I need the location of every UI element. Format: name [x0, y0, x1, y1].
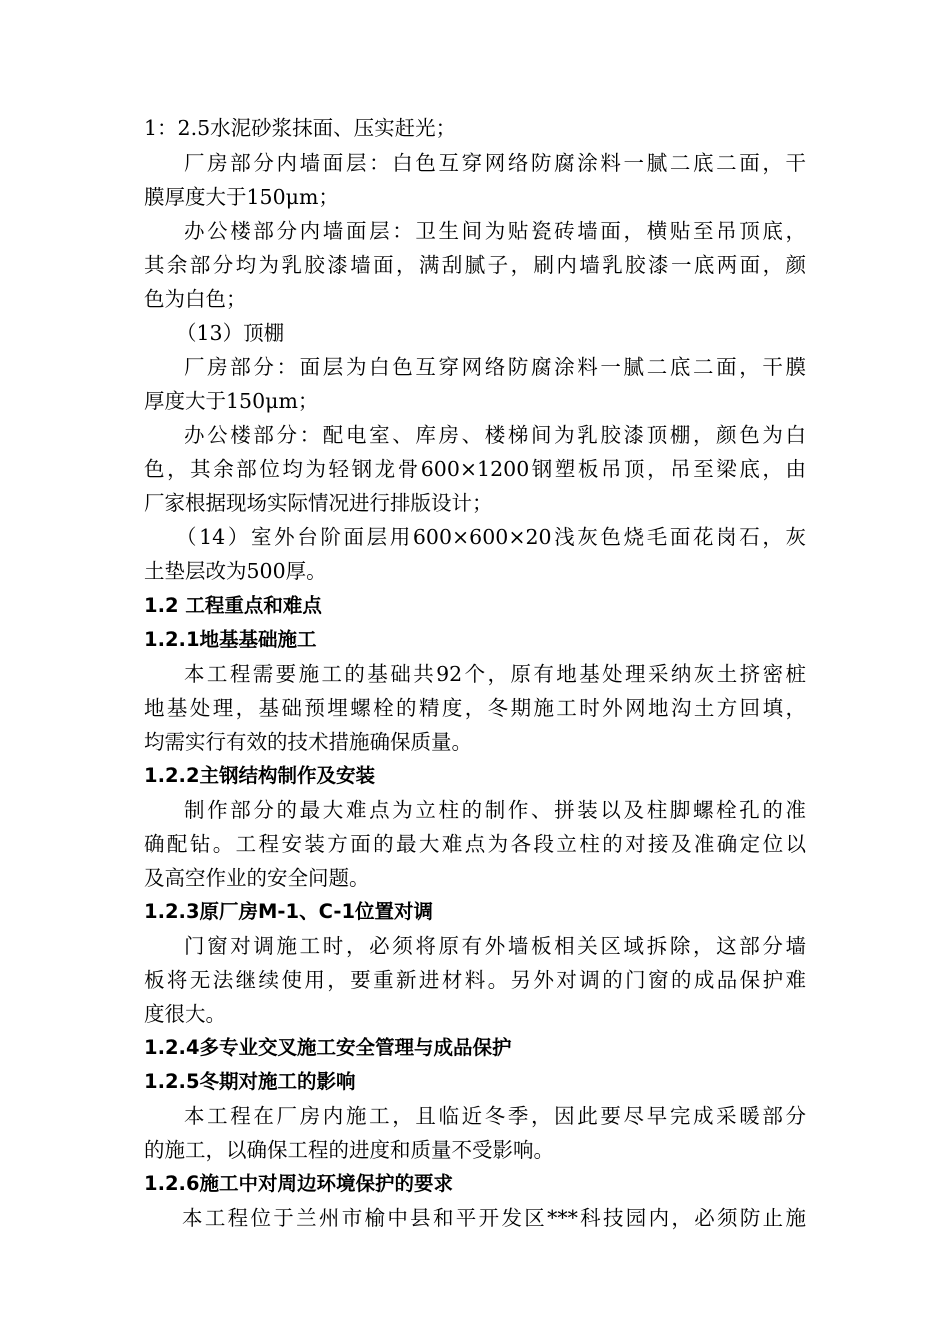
body-text-line: 本工程在厂房内施工，且临近冬季，因此要尽早完成采暖部分 — [184, 1104, 806, 1128]
body-text-line: （14）室外台阶面层用600×600×20浅灰色烧毛面花岗石，灰 — [176, 525, 806, 549]
body-text-line: 的施工，以确保工程的进度和质量不受影响。 — [144, 1138, 554, 1162]
body-text-line: 本工程位于兰州市榆中县和平开发区***科技园内，必须防止施 — [182, 1206, 806, 1230]
subsection-heading: 1.2.6施工中对周边环境保护的要求 — [144, 1172, 454, 1195]
subsection-heading: 1.2.4多专业交叉施工安全管理与成品保护 — [144, 1036, 512, 1059]
body-text-line: 色，其余部位均为轻钢龙骨600×1200钢塑板吊顶，吊至梁底，由 — [144, 457, 806, 481]
body-text-line: 办公楼部分内墙面层：卫生间为贴瓷砖墙面，横贴至吊顶底， — [184, 219, 806, 243]
body-text-line: 色为白色； — [144, 287, 247, 311]
body-text-line: 厚度大于150μm； — [144, 389, 319, 413]
section-label: （13）顶棚 — [176, 321, 285, 345]
body-text-line: 土垫层改为500厚。 — [144, 559, 327, 583]
body-text-line: 膜厚度大于150μm； — [144, 185, 339, 209]
subsection-heading: 1.2.5冬期对施工的影响 — [144, 1070, 356, 1093]
body-text-line: 确配钻。工程安装方面的最大难点为各段立柱的对接及准确定位以 — [144, 832, 806, 856]
body-text-line: 及高空作业的安全问题。 — [144, 866, 370, 890]
section-heading: 1.2 工程重点和难点 — [144, 594, 322, 617]
body-text-line: 均需实行有效的技术措施确保质量。 — [144, 730, 472, 754]
body-text-line: 厂房部分：面层为白色互穿网络防腐涂料一腻二底二面，干膜 — [184, 355, 806, 379]
subsection-heading: 1.2.3原厂房M-1、C-1位置对调 — [144, 900, 434, 923]
body-text-line: 办公楼部分：配电室、库房、楼梯间为乳胶漆顶棚，颜色为白 — [184, 423, 806, 447]
subsection-heading: 1.2.1地基基础施工 — [144, 628, 317, 651]
body-text-line: 门窗对调施工时，必须将原有外墙板相关区域拆除，这部分墙 — [184, 934, 806, 958]
body-text-line: 本工程需要施工的基础共92个，原有地基处理采纳灰土挤密桩 — [184, 662, 806, 686]
body-text-line: 其余部分均为乳胶漆墙面，满刮腻子，刷内墙乳胶漆一底两面，颜 — [144, 253, 806, 277]
subsection-heading: 1.2.2主钢结构制作及安装 — [144, 764, 376, 787]
body-text-line: 地基处理，基础预埋螺栓的精度，冬期施工时外网地沟土方回填， — [144, 696, 806, 720]
body-text-line: 厂家根据现场实际情况进行排版设计； — [144, 491, 493, 515]
body-text-line: 厂房部分内墙面层：白色互穿网络防腐涂料一腻二底二面，干 — [184, 151, 806, 175]
body-text-line: 度很大。 — [144, 1002, 226, 1026]
body-text-line: 1：2.5水泥砂浆抹面、压实赶光； — [144, 116, 457, 140]
body-text-line: 制作部分的最大难点为立柱的制作、拼装以及柱脚螺栓孔的准 — [184, 798, 806, 822]
body-text-line: 板将无法继续使用，要重新进材料。另外对调的门窗的成品保护难 — [144, 968, 806, 992]
